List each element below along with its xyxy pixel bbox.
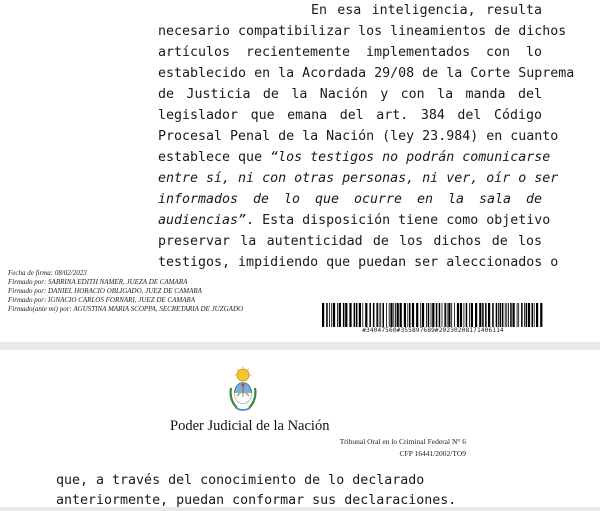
body-line: necesario compatibilizar los lineamientos de dichos: [158, 24, 567, 39]
signature-line: Firmado por: DANIEL HORACIO OBLIGADO, JUEZ DE CAMARA: [8, 287, 202, 295]
barcode-bar: [393, 303, 394, 327]
barcode-bar: [482, 303, 484, 327]
barcode-bar: [444, 303, 446, 327]
barcode-bar: [505, 303, 506, 327]
body-line: establecido en la Acordada 29/08 de la Corte Suprema: [158, 66, 575, 81]
barcode-bar: [380, 303, 381, 327]
body-line: [158, 147, 551, 168]
court-name: Tribunal Oral en lo Criminal Federal N° 6: [339, 437, 466, 446]
quoted-line: entre sí, ni con otras personas, ni ver, oír o ser: [158, 171, 559, 186]
barcode-bar: [431, 303, 432, 327]
barcode-bar: [510, 303, 512, 327]
barcode-bar: [365, 303, 367, 327]
barcode-bar: [534, 303, 535, 327]
barcode-bar: [517, 303, 518, 327]
barcode-bar: [337, 303, 338, 327]
barcode-bar: [349, 303, 351, 327]
barcode-bar: [488, 303, 490, 327]
body-line: En esa inteligencia, resulta: [311, 3, 542, 18]
barcode-bar: [518, 303, 519, 327]
barcode-bar: [326, 303, 328, 327]
barcode-bar: [460, 303, 462, 327]
body-text: establece que: [158, 150, 271, 165]
barcode-bar: [343, 303, 345, 327]
barcode-bar: [479, 303, 481, 327]
barcode-bar: [322, 303, 324, 327]
body-line: de Justicia de la Nación y con la manda del: [158, 87, 542, 102]
barcode-bar: [383, 303, 385, 327]
signature-date: Fecha de firma: 08/02/2023: [8, 269, 87, 277]
case-number: CFP 16441/2002/TO9: [399, 449, 466, 458]
barcode-bar: [447, 303, 448, 327]
barcode-bar: [407, 303, 408, 327]
barcode-bar: [359, 303, 361, 327]
body-text: . Esta disposición tiene como objetivo: [246, 213, 551, 228]
barcode-bar: [492, 303, 494, 327]
barcode-bar: [500, 303, 502, 327]
barcode-bar: [506, 303, 507, 327]
barcode-bar: [390, 303, 392, 327]
barcode-bar: [432, 303, 434, 327]
barcode-bar: [412, 303, 414, 327]
body-line: testigos, impidiendo que puedan ser aleccionados o: [158, 255, 559, 270]
barcode-bar: [526, 303, 528, 327]
barcode-bar: [409, 303, 411, 327]
signature-line: Firmado por: IGNACIO CARLOS FORNARI, JUEZ DE CAMARA: [8, 296, 196, 304]
body-line: que, a través del conocimiento de lo declarado: [56, 473, 425, 488]
barcode-bar: [496, 303, 498, 327]
barcode-bar: [356, 303, 358, 327]
barcode-bar: [439, 303, 441, 327]
barcode-bar: [528, 303, 530, 327]
barcode-bar: [426, 303, 427, 327]
body-line: preservar la autenticidad de los dichos de los: [158, 234, 542, 249]
quoted-text: audiencias”: [158, 213, 247, 228]
barcode: [322, 303, 544, 327]
barcode-bar: [451, 303, 452, 327]
quoted-text: “los testigos no podrán comunicarse: [270, 150, 551, 165]
barcode-bar: [436, 303, 438, 327]
body-line: anteriormente, puedan conformar sus declaraciones.: [56, 493, 457, 508]
barcode-bar: [373, 303, 375, 327]
barcode-bar: [389, 303, 390, 327]
barcode-bar: [329, 303, 330, 327]
barcode-bar: [354, 303, 356, 327]
barcode-bar: [333, 303, 335, 327]
body-line: Procesal Penal de la Nación (ley 23.984) en cuanto: [158, 129, 559, 144]
coat-of-arms-icon: [225, 366, 261, 414]
barcode-bar: [521, 303, 523, 327]
barcode-bar: [420, 303, 421, 327]
barcode-bar: [498, 303, 499, 327]
barcode-bar: [442, 303, 443, 327]
barcode-bar: [428, 303, 430, 327]
barcode-number: #34047560#355897689#20230208171406114: [362, 327, 504, 334]
barcode-bar: [502, 303, 504, 327]
barcode-bar: [379, 303, 380, 327]
body-line: [158, 210, 551, 231]
barcode-bar: [524, 303, 525, 327]
barcode-bar: [540, 303, 542, 327]
barcode-bar: [454, 303, 455, 327]
barcode-bar: [457, 303, 459, 327]
barcode-bar: [471, 303, 473, 327]
barcode-bar: [386, 303, 387, 327]
barcode-bar: [475, 303, 477, 327]
barcode-bar: [397, 303, 399, 327]
barcode-bar: [513, 303, 515, 327]
barcode-bar: [448, 303, 450, 327]
barcode-bar: [331, 303, 332, 327]
barcode-bar: [469, 303, 470, 327]
barcode-bar: [345, 303, 347, 327]
barcode-bar: [400, 303, 402, 327]
quoted-line: informados de lo que ocurre en la sala de: [158, 192, 542, 207]
body-line: artículos recientemente implementados con lo: [158, 45, 542, 60]
body-line: legislador que emana del art. 384 del Código: [158, 108, 542, 123]
barcode-bar: [466, 303, 468, 327]
barcode-bar: [362, 303, 363, 327]
barcode-bar: [485, 303, 487, 327]
signature-line: Firmado(ante mi) por: AGUSTINA MARIA SCOPPA, SECRETARIA DE JUZGADO: [8, 305, 244, 313]
barcode-bar: [532, 303, 534, 327]
barcode-bar: [536, 303, 538, 327]
barcode-bar: [508, 303, 509, 327]
signature-line: Firmado por: SABRINA EDITH NAMER, JUEZA DE CAMARA: [8, 278, 188, 286]
barcode-bar: [376, 303, 378, 327]
barcode-bar: [422, 303, 424, 327]
barcode-bar: [404, 303, 406, 327]
barcode-bar: [395, 303, 396, 327]
barcode-bar: [464, 303, 465, 327]
barcode-bar: [369, 303, 371, 327]
barcode-bar: [416, 303, 418, 327]
institution-name: Poder Judicial de la Nación: [170, 418, 330, 434]
barcode-bar: [339, 303, 341, 327]
